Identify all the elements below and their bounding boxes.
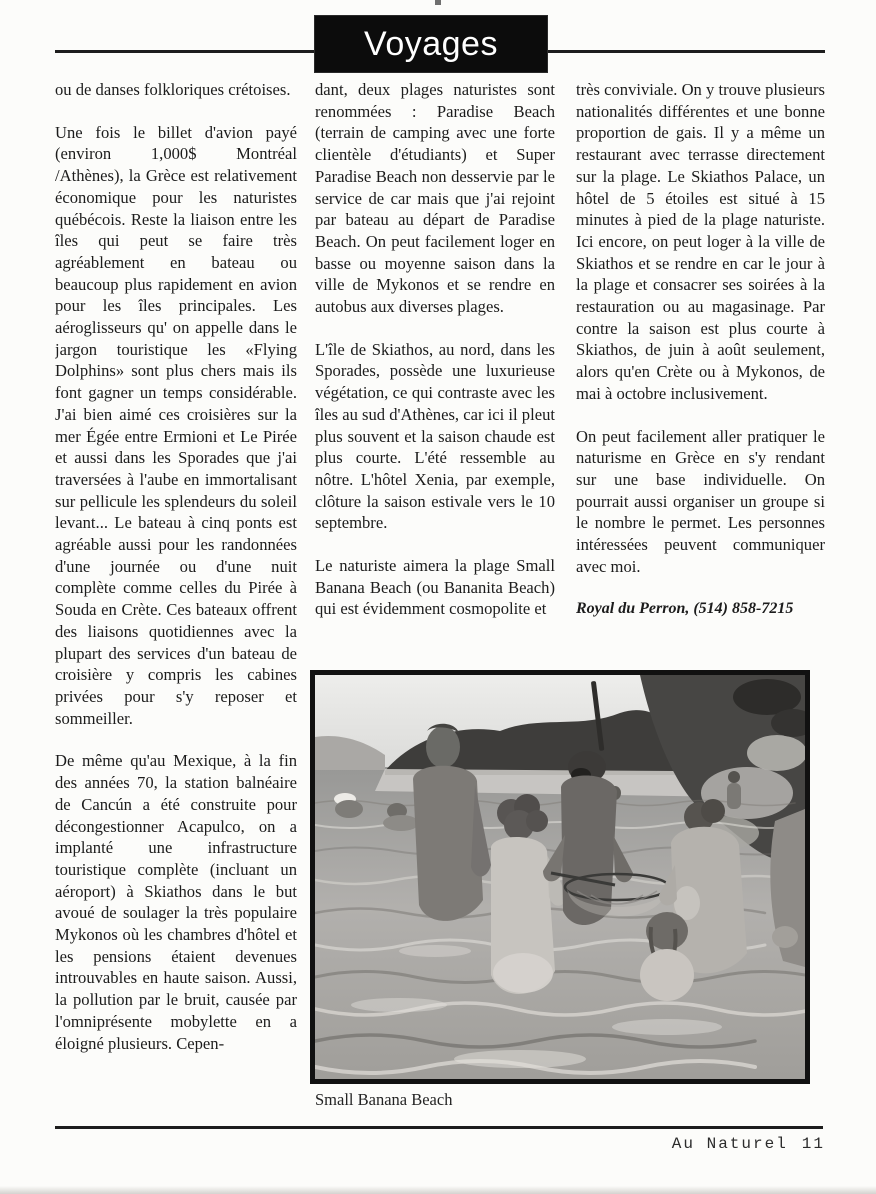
magazine-name: Au Naturel <box>671 1135 788 1153</box>
paragraph: De même qu'au Mexique, à la fin des années 70, la station balnéaire de Cancún a été construite pour décongestionner Acapulco, on a implanté une infrastructure touristique complète (incluant un aéroport) à Skiathos dans le but avoué de soulager la très populaire Mykonos où les chambres d'hôtel et les pensions étaient devenues introuvables en haute saison. Aussi, la pollution par le bruit, causée par l'omniprésente mobylette en a éloigné plusieurs. Cepen- <box>55 751 297 1053</box>
page-footer <box>672 1135 825 1153</box>
section-title: Voyages <box>364 24 498 63</box>
section-header <box>315 16 547 72</box>
page-number: 11 <box>801 1135 825 1153</box>
scan-artifact-smudge <box>0 1186 876 1194</box>
article-column-2 <box>315 79 555 665</box>
footer-rule <box>55 1126 823 1129</box>
paragraph: Le naturiste aimera la plage Small Banana Beach (ou Bananita Beach) qui est évidemment cosmopolite et <box>315 556 555 619</box>
paragraph: L'île de Skiathos, au nord, dans les Sporades, possède une luxurieuse végétation, ce qui contraste avec les îles au sud d'Athènes, car ici il pleut plus souvent et la saison chaude est plus courte. L'été ressemble au nôtre. L'hôtel Xenia, par exemple, clôture la saison estivale vers le 10 septembre. <box>315 339 555 533</box>
paragraph: dant, deux plages naturistes sont renommées : Paradise Beach (terrain de camping avec une forte clientèle d'étudiants) et Super Paradise Beach non desservie par le service de car mais que j'ai rejoint par bateau au départ de Paradise Beach. On peut facilement loger en basse ou moyenne saison dans la ville de Mykonos et se rendre en autobus aux diverses plages. <box>315 80 555 317</box>
photo-caption: Small Banana Beach <box>315 1090 453 1109</box>
paragraph: ou de danses folkloriques crétoises. <box>55 80 291 99</box>
scan-artifact-tick <box>435 0 441 5</box>
paragraph: Une fois le billet d'avion payé (environ 1,000$ Montréal /Athènes), la Grèce est relativement économique pour les naturistes québécois. Reste la liaison entre les îles qui peut se faire très agréablement en bateau ou beaucoup plus rapidement en avion pour les îles principales. Les aéroglisseurs qu' on appelle dans le jargon touristique les «Flying Dolphins» sont plus chers mais ils font gagner un temps considérable. J'ai bien aimé ces croisières sur la mer Égée entre Ermioni et Le Pirée et aussi dans les Sporades que j'ai traversées à l'aube en immortalisant sur pellicule les splendeurs du soleil levant... Le bateau à cinq ponts est agréable aussi pour les randonnées d'une journée ou d'une nuit complète comme celles du Pirée à Souda en Crète. Ces bateaux offrent des liaisons quotidiennes avec la plupart des services d'un bateau de croisière y compris les cabines privées pour s'y reposer et sommeiller. <box>55 122 297 728</box>
author-byline: Royal du Perron, (514) 858-7215 <box>576 600 794 618</box>
article-column-3 <box>576 79 825 665</box>
beach-photo <box>310 670 810 1084</box>
beach-photo-illustration <box>315 675 805 1079</box>
paragraph: On peut facilement aller pratiquer le naturisme en Grèce en s'y rendant sur une base individuelle. On pourrait aussi organiser un groupe si le nombre le permet. Les personnes intéressées peuvent communiquer avec moi. <box>576 426 825 576</box>
article-column-1 <box>55 79 297 1121</box>
paragraph: très conviviale. On y trouve plusieurs nationalités différentes et une bonne proportion de gais. Il y a même un restaurant avec terrasse directement sur la plage. Le Skiathos Palace, un hôtel de 5 étoiles est situé à 15 minutes à pied de la plage naturiste. Ici encore, on peut loger à la ville de Skiathos et se rendre en car le jour à la plage et consacrer ses soirées à la restauration ou au magasinage. Par contre la saison est plus courte à Skiathos, de juin à août seulement, alors qu'en Crète ou à Mykonos, de mai à octobre inclusivement. <box>576 80 825 403</box>
